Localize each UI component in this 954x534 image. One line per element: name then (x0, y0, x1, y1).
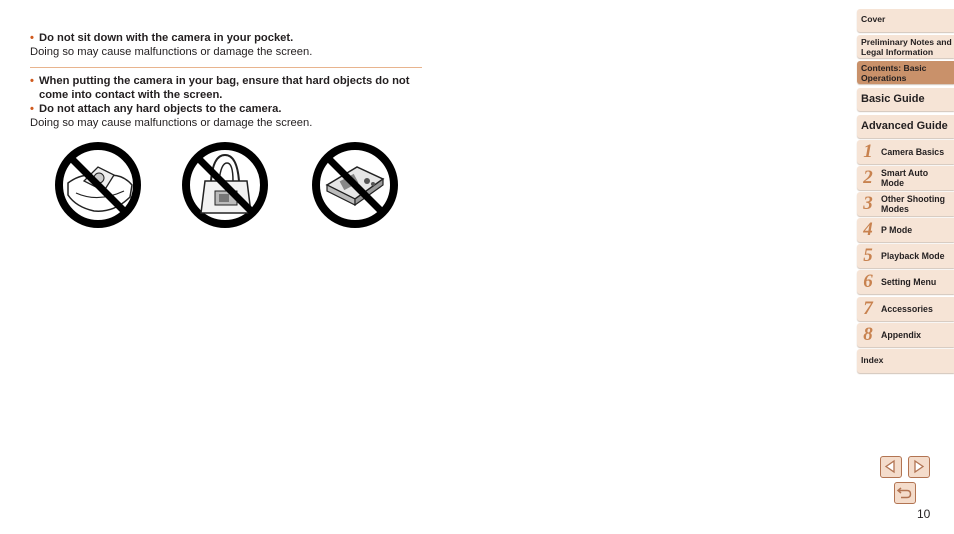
chapter-number: 4 (863, 219, 873, 240)
caution-bullet-hard-objects (30, 102, 422, 116)
section-divider (30, 67, 422, 68)
caution-note: Doing so may cause malfunctions or damage the screen. (30, 46, 313, 58)
sidebar-tab-contents[interactable] (857, 61, 954, 84)
sidebar-chapter-7[interactable] (857, 297, 954, 321)
sidebar-chapter-6[interactable] (857, 270, 954, 294)
chapter-number: 8 (863, 324, 873, 345)
caution-bullet-bag (30, 74, 422, 102)
sidebar-tab-cover[interactable] (857, 9, 954, 32)
previous-page-button[interactable] (880, 456, 902, 478)
chapter-number: 3 (863, 193, 873, 214)
sidebar-chapter-4[interactable] (857, 218, 954, 242)
chapter-label: Smart Auto Mode (881, 168, 929, 188)
sidebar-tab-label: Cover (861, 14, 886, 24)
page-content (30, 31, 422, 130)
sidebar-tab-label: Basic Guide (861, 93, 925, 105)
no-bag-illustration (181, 141, 269, 229)
chapter-label: Camera Basics (881, 147, 945, 157)
sidebar-chapter-2[interactable] (857, 166, 954, 190)
bullet-text: Do not attach any hard objects to the camera. (39, 103, 282, 115)
sidebar-chapter-3[interactable] (857, 192, 954, 216)
chapter-number: 5 (863, 245, 873, 266)
bullet-marker: • (30, 75, 34, 87)
next-page-button[interactable] (908, 456, 930, 478)
bullet-text: Do not sit down with the camera in your pocket. (39, 32, 294, 44)
chapter-label: Playback Mode (881, 251, 945, 261)
sidebar-tab-label: Advanced Guide (861, 120, 948, 132)
chapter-number: 7 (863, 298, 873, 319)
arrow-right-icon (909, 457, 928, 476)
sidebar-tab-index[interactable] (857, 349, 954, 373)
bullet-marker: • (30, 103, 34, 115)
arrow-left-icon (881, 457, 900, 476)
sidebar-tab-label: Contents: Basic Operations (861, 63, 927, 83)
sidebar-tab-advanced-guide[interactable] (857, 115, 954, 138)
back-button[interactable] (894, 482, 916, 504)
no-hard-objects-illustration (311, 141, 399, 229)
chapter-label: Appendix (881, 330, 922, 340)
chapter-label: P Mode (881, 225, 913, 235)
return-icon (895, 483, 914, 502)
chapter-number: 1 (863, 141, 873, 162)
sidebar-tab-preliminary-notes[interactable] (857, 35, 954, 58)
page-number: 10 (917, 507, 931, 521)
chapter-number: 2 (863, 167, 873, 188)
bullet-marker: • (30, 32, 34, 44)
bullet-text: When putting the camera in your bag, ensure that hard objects do not come into contact with the screen. (39, 75, 410, 101)
caution-note: Doing so may cause malfunctions or damage the screen. (30, 117, 313, 129)
sidebar-chapter-1[interactable] (857, 140, 954, 164)
sidebar-tab-label: Index (861, 355, 884, 365)
chapter-label: Other Shooting Modes (881, 194, 946, 214)
chapter-label: Setting Menu (881, 277, 937, 287)
caution-bullet-pocket (30, 31, 422, 45)
no-pocket-illustration (54, 141, 142, 229)
sidebar-chapter-8[interactable] (857, 323, 954, 347)
sidebar-chapter-5[interactable] (857, 244, 954, 268)
chapter-label: Accessories (881, 304, 933, 314)
chapter-number: 6 (863, 271, 873, 292)
sidebar-tab-label: Preliminary Notes and Legal Information (861, 37, 952, 57)
sidebar-tab-basic-guide[interactable] (857, 88, 954, 111)
